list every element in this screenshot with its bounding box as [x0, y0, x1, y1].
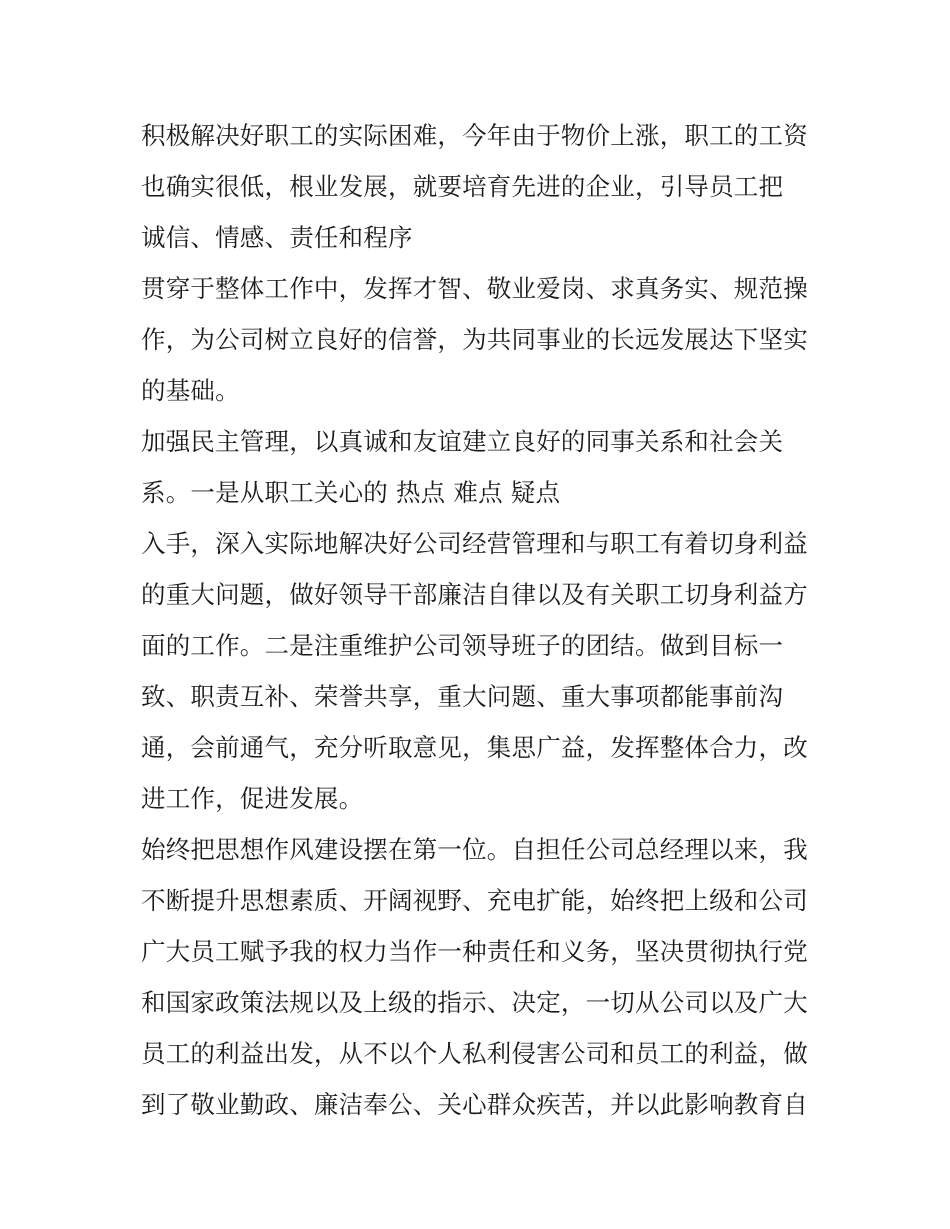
body-text — [141, 110, 821, 1130]
text-line: 面的工作。二是注重维护公司领导班子的团结。做到目标一 — [141, 631, 784, 660]
text-line: 致、职责互补、荣誉共享，重大问题、重大事项都能事前沟 — [141, 682, 784, 711]
text-line: 到了敬业勤政、廉洁奉公、关心群众疾苦，并以此影响教育自 — [141, 1090, 808, 1119]
text-line: 的重大问题，做好领导干部廉洁自律以及有关职工切身利益方 — [141, 580, 808, 609]
text-line: 诚信、情感、责任和程序 — [141, 223, 413, 252]
text-line: 和国家政策法规以及上级的指示、决定，一切从公司以及广大 — [141, 988, 808, 1017]
text-line: 不断提升思想素质、开阔视野、充电扩能，始终把上级和公司 — [141, 886, 808, 915]
text-line: 作，为公司树立良好的信誉，为共同事业的长远发展达下坚实 — [141, 325, 808, 354]
text-line: 的基础。 — [141, 376, 240, 405]
text-line: 始终把思想作风建设摆在第一位。自担任公司总经理以来，我 — [141, 835, 808, 864]
text-line: 员工的利益出发，从不以个人私利侵害公司和员工的利益，做 — [141, 1039, 808, 1068]
text-line: 通，会前通气，充分听取意见，集思广益，发挥整体合力，改 — [141, 733, 808, 762]
text-line: 广大员工赋予我的权力当作一种责任和义务，坚决贯彻执行党 — [141, 937, 808, 966]
text-line: 也确实很低，根业发展，就要培育先进的企业，引导员工把 — [141, 172, 784, 201]
text-line: 进工作，促进发展。 — [141, 784, 364, 813]
text-line: 系。一是从职工关心的 热点 难点 疑点 — [141, 478, 561, 507]
text-line: 入手，深入实际地解决好公司经营管理和与职工有着切身利益 — [141, 529, 808, 558]
text-line: 加强民主管理，以真诚和友谊建立良好的同事关系和社会关 — [141, 427, 784, 456]
text-line: 积极解决好职工的实际困难，今年由于物价上涨，职工的工资 — [141, 121, 808, 150]
text-line: 贯穿于整体工作中，发挥才智、敬业爱岗、求真务实、规范操 — [141, 274, 808, 303]
